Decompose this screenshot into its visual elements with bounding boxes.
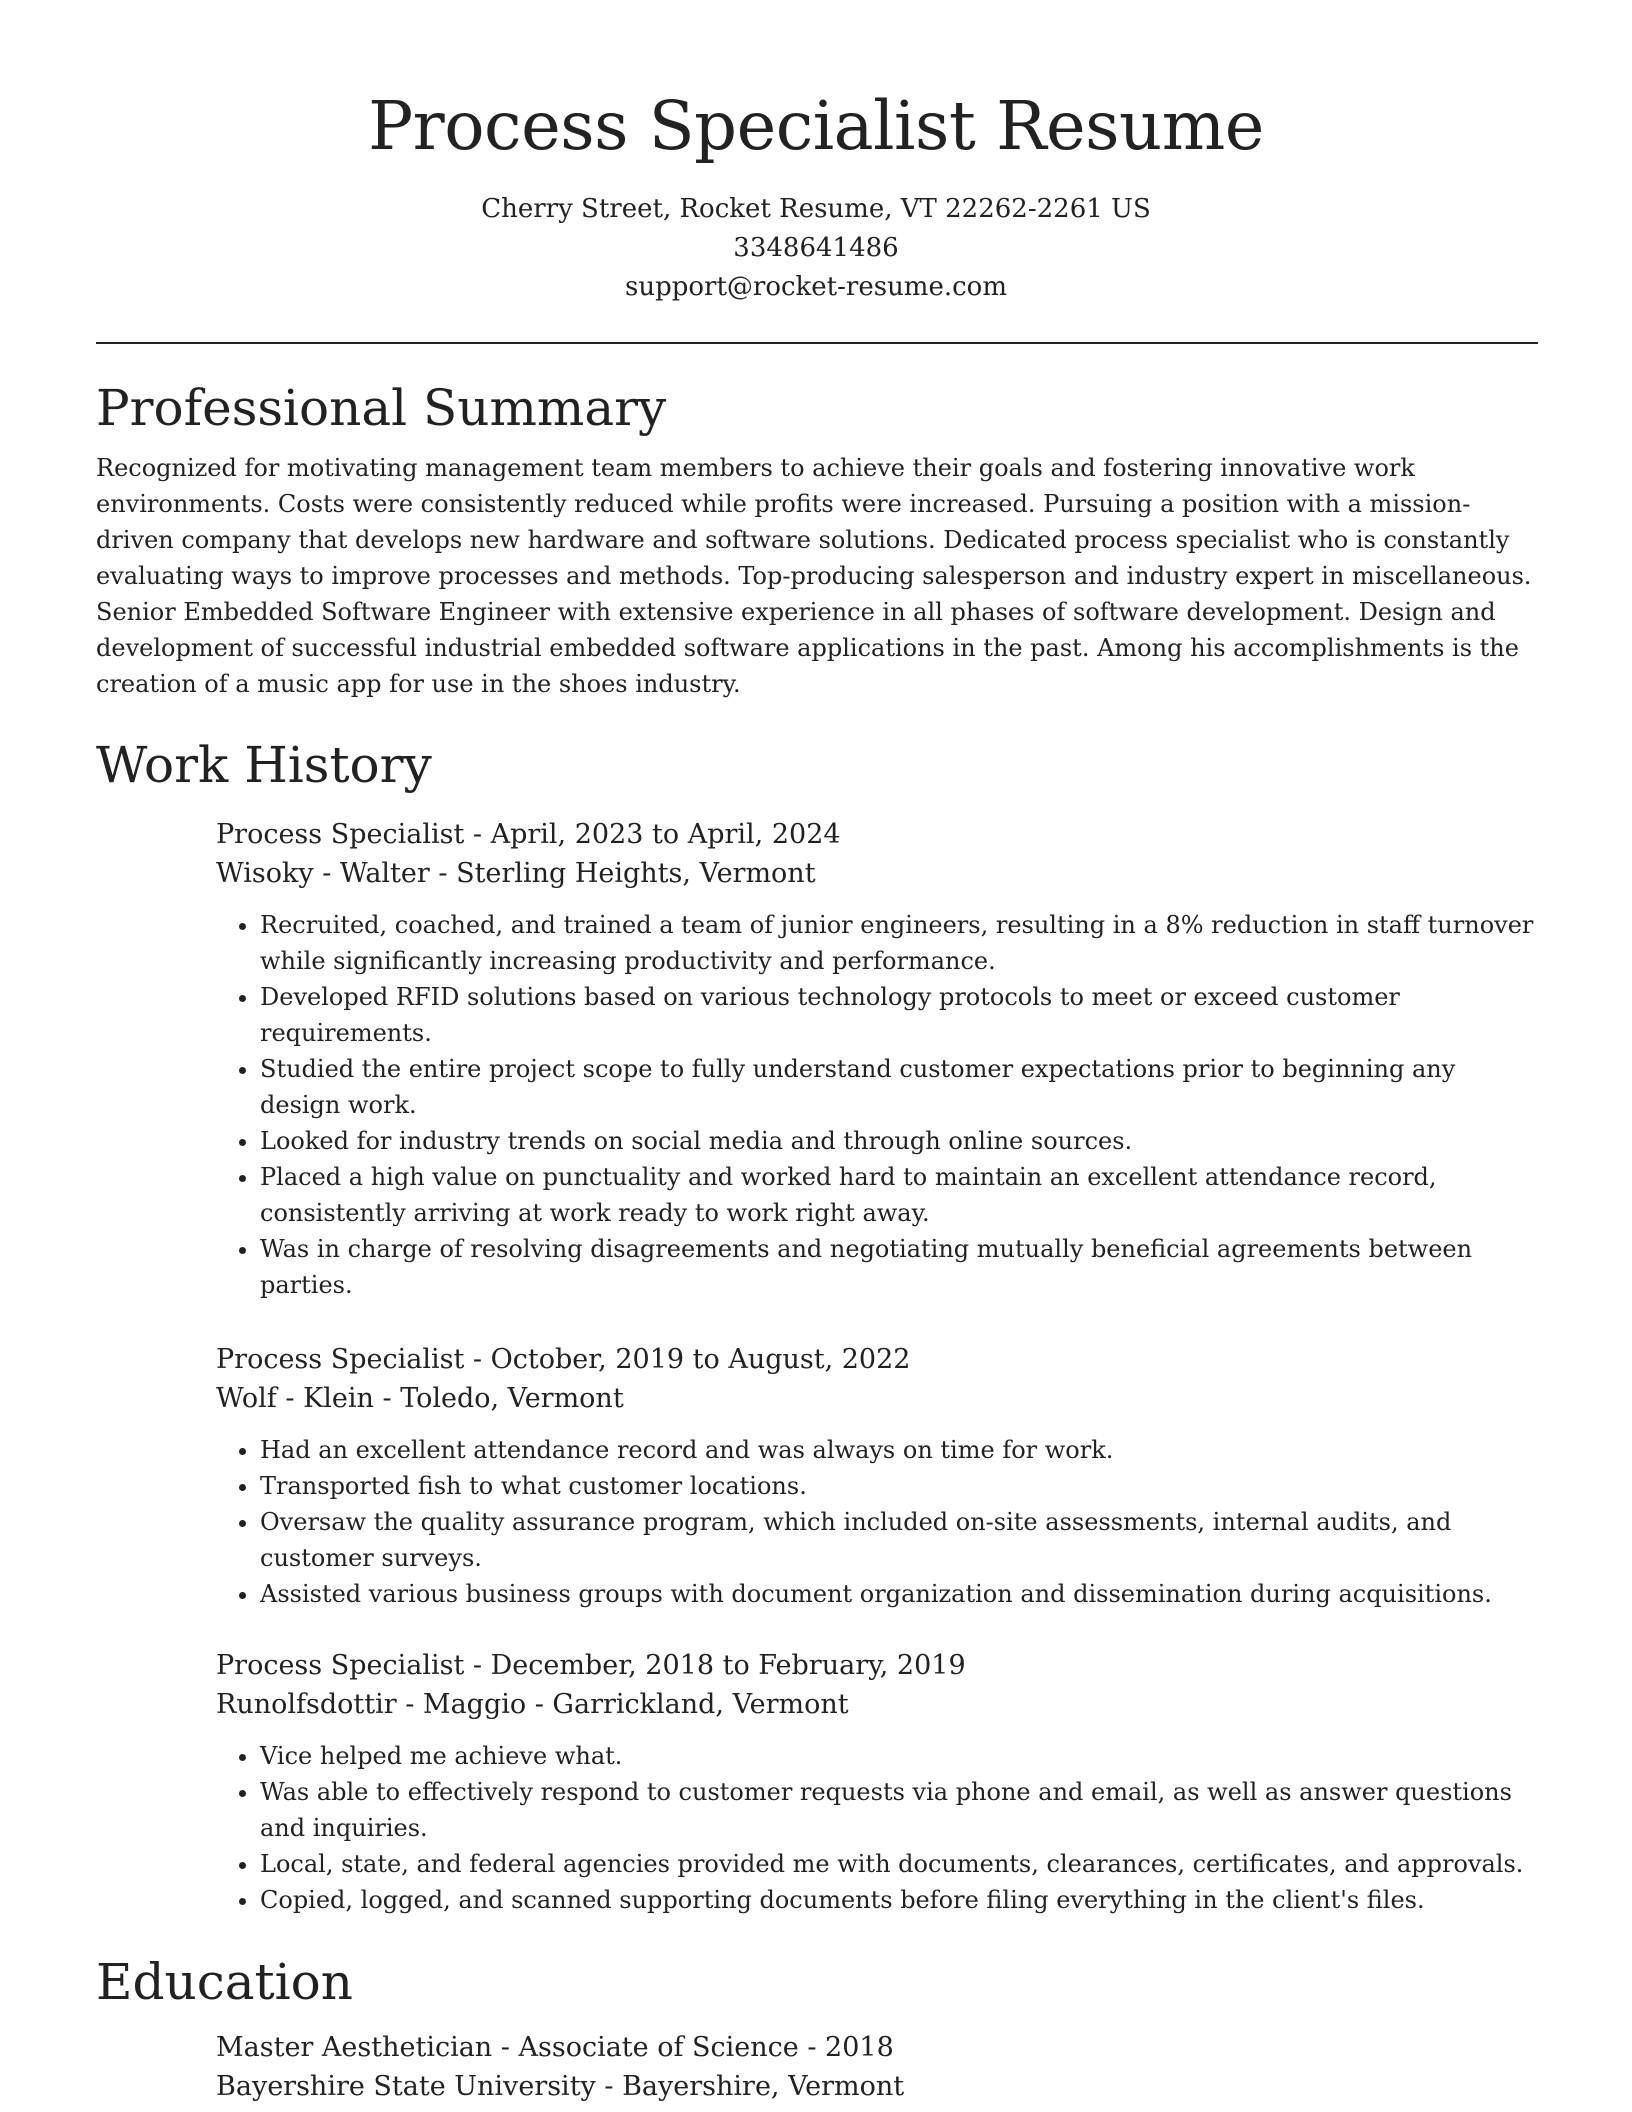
address-text: Cherry Street, Rocket Resume, VT 22262-2261 US: [481, 194, 1151, 224]
summary-text: Recognized for motivating management team members to achieve their goals and fostering innovative work environments. Costs were consistently reduced while profits were increased. Pursuing a position with a mission-driven company that develops new hardware and software solutions. Dedicated process specialist who is constantly evaluating ways to improve processes and methods. Top-producing salesperson and industry expert in miscellaneous. Senior Embedded Software Engineer with extensive experience in all phases of software development. Design and development of successful industrial embedded software applications in the past. Among his accomplishments is the creation of a music app for use in the shoes industry.: [96, 454, 1532, 698]
email-text: support@rocket-resume.com: [624, 272, 1007, 302]
education-heading: Education: [96, 1953, 353, 2011]
header-divider: [96, 342, 1538, 344]
job-bullets: [216, 1432, 1538, 1612]
list-item: • Studied the entire project scope to fully understand customer expectations prior to beginning any design work.: [260, 1051, 1538, 1123]
resume-header: [0, 0, 1632, 307]
list-item: • Vice helped me achieve what.: [260, 1738, 1538, 1774]
degree-line: Master Aesthetician - Associate of Science - 2018: [216, 2032, 894, 2063]
phone-text: 3348641486: [733, 233, 899, 263]
list-item: • Developed RFID solutions based on various technology protocols to meet or exceed customer requirements.: [260, 979, 1538, 1051]
job-entry: [96, 1646, 1538, 1918]
list-item: • Placed a high value on punctuality and worked hard to maintain an excellent attendance record, consistently arriving at work ready to work right away.: [260, 1159, 1538, 1231]
job-company-line: Wolf - Klein - Toledo, Vermont: [216, 1383, 624, 1414]
list-item: • Assisted various business groups with document organization and dissemination during acquisitions.: [260, 1576, 1538, 1612]
work-history-heading: Work History: [96, 736, 432, 794]
list-item: • Oversaw the quality assurance program, which included on-site assessments, internal audits, and customer surveys.: [260, 1504, 1538, 1576]
job-bullets: [216, 907, 1538, 1303]
job-entry: [96, 1340, 1538, 1612]
job-entry: [96, 815, 1538, 1303]
school-line: Bayershire State University - Bayershire, Vermont: [216, 2071, 905, 2102]
contact-block: [0, 190, 1632, 307]
list-item: • Looked for industry trends on social media and through online sources.: [260, 1123, 1538, 1159]
list-item: • Had an excellent attendance record and was always on time for work.: [260, 1432, 1538, 1468]
job-company-line: Wisoky - Walter - Sterling Heights, Vermont: [216, 858, 816, 889]
summary-section: [96, 376, 1538, 702]
job-company-line: Runolfsdottir - Maggio - Garrickland, Vermont: [216, 1689, 849, 1720]
list-item: • Transported fish to what customer locations.: [260, 1468, 1538, 1504]
list-item: • Was in charge of resolving disagreements and negotiating mutually beneficial agreements between parties.: [260, 1231, 1538, 1303]
job-title-line: Process Specialist - December, 2018 to February, 2019: [216, 1650, 966, 1681]
list-item: • Local, state, and federal agencies provided me with documents, clearances, certificates, and approvals.: [260, 1846, 1538, 1882]
education-section: [96, 1950, 1538, 2106]
work-history-section: [96, 733, 1538, 797]
page-title: Process Specialist Resume: [368, 87, 1264, 165]
job-title-line: Process Specialist - April, 2023 to April, 2024: [216, 819, 841, 850]
job-bullets: [216, 1738, 1538, 1918]
list-item: • Copied, logged, and scanned supporting documents before filing everything in the client's files.: [260, 1882, 1538, 1918]
list-item: • Recruited, coached, and trained a team of junior engineers, resulting in a 8% reduction in staff turnover while significantly increasing productivity and performance.: [260, 907, 1538, 979]
job-title-line: Process Specialist - October, 2019 to August, 2022: [216, 1344, 911, 1375]
summary-heading: Professional Summary: [96, 379, 667, 437]
list-item: • Was able to effectively respond to customer requests via phone and email, as well as answer questions and inquiries.: [260, 1774, 1538, 1846]
